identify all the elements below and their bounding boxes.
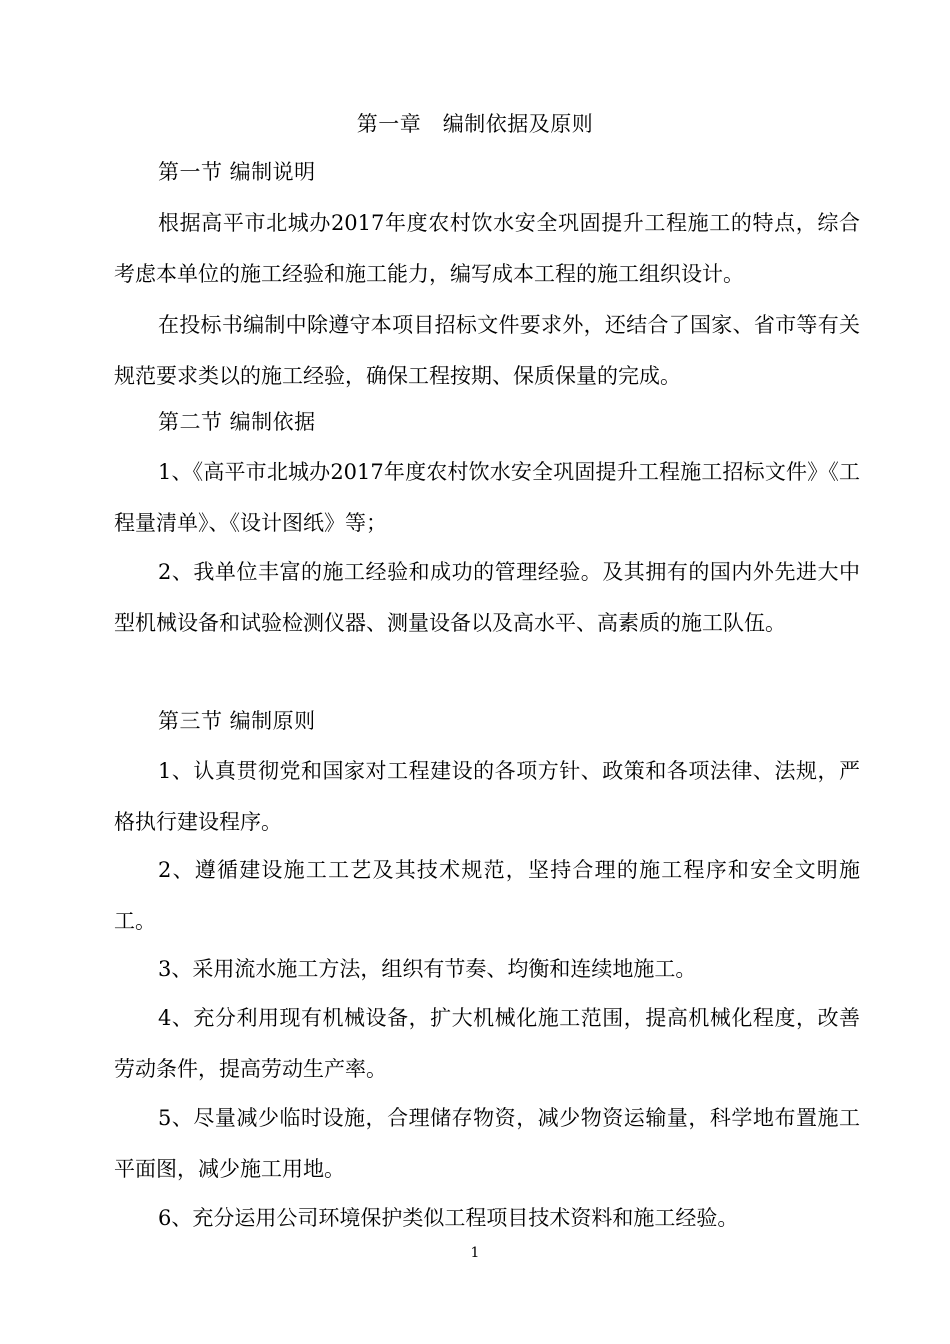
section-heading-1: 第一节 编制说明 bbox=[158, 160, 316, 184]
chapter-title: 第一章 编制依据及原则 bbox=[356, 112, 594, 136]
paragraph: 1、认真贯彻党和国家对工程建设的各项方针、政策和各项法律、法规，严格执行建设程序。 bbox=[114, 759, 860, 834]
paragraph: 5、尽量减少临时设施，合理储存物资，减少物资运输量，科学地布置施工平面图，减少施工用地。 bbox=[114, 1106, 860, 1181]
paragraph: 3、采用流水施工方法，组织有节奏、均衡和连续地施工。 bbox=[158, 957, 697, 981]
section-heading-3: 第三节 编制原则 bbox=[158, 709, 316, 733]
paragraph: 在投标书编制中除遵守本项目招标文件要求外，还结合了国家、省市等有关规范要求类以的施工经验，确保工程按期、保质保量的完成。 bbox=[114, 313, 860, 388]
paragraph: 2、遵循建设施工工艺及其技术规范，坚持合理的施工程序和安全文明施工。 bbox=[114, 858, 860, 933]
section-heading-2: 第二节 编制依据 bbox=[158, 410, 316, 434]
paragraph: 6、充分运用公司环境保护类似工程项目技术资料和施工经验。 bbox=[158, 1206, 739, 1230]
paragraph: 2、我单位丰富的施工经验和成功的管理经验。及其拥有的国内外先进大中型机械设备和试验检测仪器、测量设备以及高水平、高素质的施工队伍。 bbox=[114, 560, 860, 635]
paragraph: 1、《高平市北城办2017年度农村饮水安全巩固提升工程施工招标文件》《工程量清单》、《设计图纸》等； bbox=[114, 460, 860, 535]
page-number: 1 bbox=[470, 1245, 480, 1261]
paragraph: 根据高平市北城办2017年度农村饮水安全巩固提升工程施工的特点，综合考虑本单位的施工经验和施工能力，编写成本工程的施工组织设计。 bbox=[114, 211, 860, 286]
paragraph: 4、充分利用现有机械设备，扩大机械化施工范围，提高机械化程度，改善劳动条件，提高劳动生产率。 bbox=[114, 1006, 860, 1081]
